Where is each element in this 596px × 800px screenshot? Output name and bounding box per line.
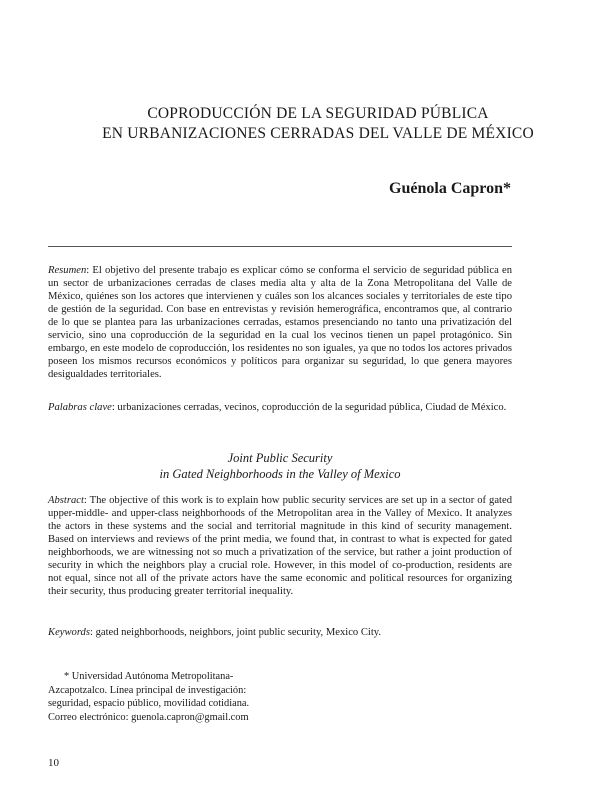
footnote-line-4: Correo electrónico: guenola.capron@gmail.com (48, 711, 249, 723)
palabras-clave-text: : urbanizaciones cerradas, vecinos, coproducción de la seguridad pública, Ciudad de México. (111, 402, 507, 413)
footnote-line-1: * Universidad Autónoma Metropolitana- (64, 671, 234, 682)
keywords-label: Keywords (48, 627, 90, 638)
abstract-label: Abstract (48, 495, 84, 506)
palabras-clave-label: Palabras clave (48, 402, 112, 413)
author-footnote (48, 670, 288, 724)
abstract-paragraph (48, 494, 512, 598)
page-number: 10 (48, 757, 59, 769)
footnote-line-3: seguridad, espacio público, movilidad cotidiana. (48, 698, 250, 709)
section-divider (48, 246, 512, 247)
article-title (40, 104, 596, 144)
english-title-line-1: Joint Public Security (227, 451, 333, 465)
resumen-paragraph (48, 264, 512, 381)
author-name: Guénola Capron* (389, 180, 511, 197)
resumen-text: : El objetivo del presente trabajo es explicar cómo se conforma el servicio de seguridad pública en un sector de urbanizaciones cerradas de clases media alta y alta de la Zona Metropolitana del Valle de México, quiénes son los actores que intervienen y cuáles son los alcances sociales y territoriales de este tipo de gestión de la seguridad. Con base en entrevistas y revisión hemerográfica, encontramos que, al contrario de lo que se plantea para las urbanizaciones cerradas, estamos presenciando no tanto una privatización del servicio, sino una coproducción de la seguridad en la cual los vecinos tienen un papel protagónico. Sin embargo, en este modelo de coproducción, los residentes no son iguales, ya que no todos los actores privados poseen los mismos recursos económicos y políticos para organizar su seguridad, lo que genera mayores desigualdades territoriales. (48, 265, 512, 380)
palabras-clave-paragraph (48, 401, 512, 414)
english-title-line-2: in Gated Neighborhoods in the Valley of Mexico (159, 467, 401, 481)
resumen-label: Resumen (48, 265, 87, 276)
footnote-line-2: Azcapotzalco. Línea principal de investigación: (48, 684, 247, 696)
keywords-paragraph (48, 626, 512, 639)
english-title (48, 450, 512, 482)
title-line-2: EN URBANIZACIONES CERRADAS DEL VALLE DE MÉXICO (102, 125, 534, 142)
keywords-text: : gated neighborhoods, neighbors, joint public security, Mexico City. (89, 627, 382, 638)
abstract-text: : The objective of this work is to explain how public security services are set up in a sector of gated upper-middle- and upper-class neighborhoods of the Metropolitan area in the Valley of Mexico. It analyzes the actors in these systems and the social and territorial magnitude in this kind of security management. Based on interviews and reviews of the print media, we found that, in contrast to what is expected for gated neighborhoods, we are witnessing not so much a privatization of the service, but rather a joint production of security in which the neighbors play a crucial role. However, in this model of co-production, residents are not equal, since not all of the private actors have the same economic and political resources for organizing their security, thus producing greater territorial inequality. (48, 495, 512, 597)
title-line-1: COPRODUCCIÓN DE LA SEGURIDAD PÚBLICA (147, 105, 489, 122)
